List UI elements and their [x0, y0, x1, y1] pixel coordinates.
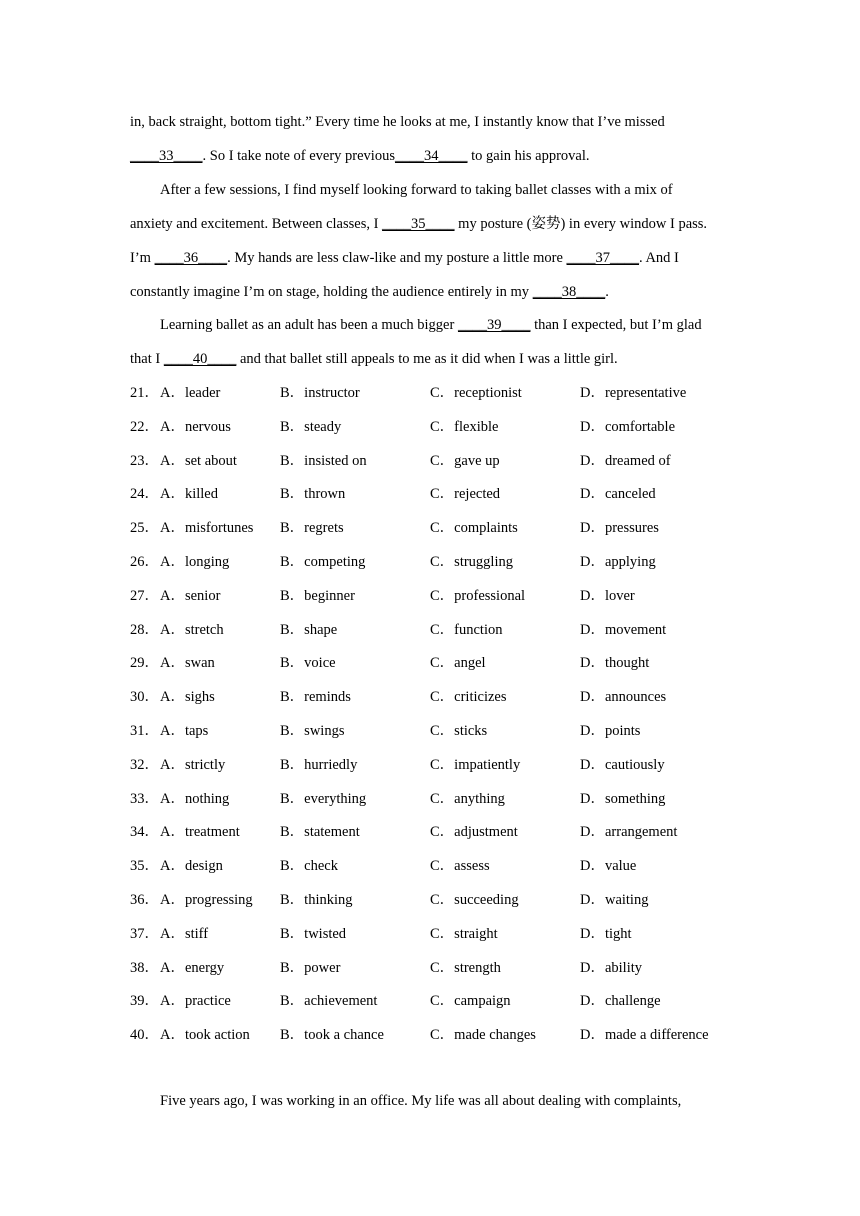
- passage-text: and that ballet still appeals to me as it did when I was a little girl.: [236, 351, 618, 367]
- blank-35: ____35____: [382, 216, 455, 232]
- passage-text: that I: [130, 351, 164, 367]
- question-number: 37．: [130, 926, 159, 942]
- option-b: B．took a chance: [280, 1027, 384, 1043]
- question-number: 34．: [130, 824, 159, 840]
- question-number: 31．: [130, 723, 159, 739]
- option-b: B．shape: [280, 622, 338, 638]
- option-c: C．struggling: [430, 554, 513, 570]
- option-d: D．made a difference: [580, 1027, 709, 1043]
- option-d: D．ability: [580, 960, 643, 976]
- passage-line-4: [130, 215, 707, 233]
- option-c: C．function: [430, 622, 503, 638]
- option-d: D．lover: [580, 588, 635, 604]
- option-d: D．tight: [580, 926, 632, 942]
- option-a: A．nothing: [160, 791, 230, 807]
- passage-text: . And I: [639, 250, 679, 266]
- blank-38: ____38____: [532, 284, 606, 300]
- option-a: A．strictly: [160, 757, 226, 773]
- option-c: C．succeeding: [430, 892, 519, 908]
- option-a: A．energy: [160, 960, 225, 976]
- question-number: 33．: [130, 791, 159, 807]
- option-d: D．thought: [580, 655, 650, 671]
- question-number: 23．: [130, 453, 159, 469]
- option-b: B．hurriedly: [280, 757, 358, 773]
- option-a: A．took action: [160, 1027, 250, 1043]
- question-number: 22．: [130, 419, 159, 435]
- blank-34: ____34____: [394, 148, 468, 164]
- option-d: D．points: [580, 723, 641, 739]
- option-a: A．treatment: [160, 824, 240, 840]
- option-d: D．representative: [580, 385, 687, 401]
- passage-text: my posture (姿势) in every window I pass.: [454, 216, 708, 232]
- passage-text: in, back straight, bottom tight.” Every time he looks at me, I instantly know that I’ve missed: [130, 114, 665, 130]
- option-c: C．professional: [430, 588, 526, 604]
- passage-text: After a few sessions, I find myself looking forward to taking ballet classes with a mix of: [160, 182, 673, 198]
- option-a: A．senior: [160, 588, 221, 604]
- option-c: C．campaign: [430, 993, 511, 1009]
- passage-line-2: [130, 147, 590, 165]
- blank-33: ____33____: [130, 148, 203, 164]
- option-b: B．steady: [280, 419, 342, 435]
- option-a: A．stretch: [160, 622, 224, 638]
- option-c: C．flexible: [430, 419, 499, 435]
- option-a: A．killed: [160, 486, 218, 502]
- option-a: A．taps: [160, 723, 209, 739]
- passage-text: . My hands are less claw-like and my posture a little more: [227, 250, 567, 266]
- option-d: D．value: [580, 858, 637, 874]
- passage-text: anxiety and excitement. Between classes, I: [130, 216, 383, 232]
- option-a: A．practice: [160, 993, 231, 1009]
- question-number: 25．: [130, 520, 159, 536]
- option-c: C．criticizes: [430, 689, 507, 705]
- option-b: B．thinking: [280, 892, 353, 908]
- passage-text: than I expected, but I’m glad: [530, 317, 702, 333]
- option-d: D．pressures: [580, 520, 659, 536]
- option-c: C．rejected: [430, 486, 501, 502]
- passage-text: .: [605, 284, 609, 300]
- question-number: 21．: [130, 385, 159, 401]
- option-b: B．twisted: [280, 926, 347, 942]
- option-b: B．competing: [280, 554, 366, 570]
- blank-37: ____37____: [566, 250, 640, 266]
- option-b: B．instructor: [280, 385, 360, 401]
- question-number: 35．: [130, 858, 159, 874]
- option-a: A．misfortunes: [160, 520, 254, 536]
- question-number: 36．: [130, 892, 159, 908]
- option-d: D．applying: [580, 554, 656, 570]
- option-d: D．waiting: [580, 892, 649, 908]
- option-c: C．strength: [430, 960, 501, 976]
- option-c: C．gave up: [430, 453, 500, 469]
- option-c: C．adjustment: [430, 824, 518, 840]
- option-b: B．voice: [280, 655, 336, 671]
- option-d: D．comfortable: [580, 419, 676, 435]
- passage-text: Learning ballet as an adult has been a much bigger: [160, 317, 458, 333]
- passage-line-3: [160, 181, 673, 199]
- option-c: C．complaints: [430, 520, 518, 536]
- option-d: D．dreamed of: [580, 453, 671, 469]
- question-number: 40．: [130, 1027, 159, 1043]
- passage-line-5: [130, 249, 679, 267]
- option-a: A．leader: [160, 385, 221, 401]
- option-b: B．everything: [280, 791, 367, 807]
- option-b: B．statement: [280, 824, 360, 840]
- passage-text: I’m: [130, 250, 155, 266]
- option-c: C．assess: [430, 858, 490, 874]
- passage-line-7: [160, 316, 702, 334]
- question-number: 24．: [130, 486, 159, 502]
- option-b: B．reminds: [280, 689, 351, 705]
- blank-39: ____39____: [457, 317, 531, 333]
- passage-text: constantly imagine I’m on stage, holding the audience entirely in my: [130, 284, 533, 300]
- option-c: C．angel: [430, 655, 486, 671]
- passage-line-8: [130, 350, 618, 368]
- question-number: 38．: [130, 960, 159, 976]
- option-a: A．set about: [160, 453, 237, 469]
- option-b: B．achievement: [280, 993, 378, 1009]
- question-number: 27．: [130, 588, 159, 604]
- option-a: A．stiff: [160, 926, 209, 942]
- option-d: D．movement: [580, 622, 667, 638]
- question-number: 28．: [130, 622, 159, 638]
- question-number: 39．: [130, 993, 159, 1009]
- question-number: 30．: [130, 689, 159, 705]
- option-a: A．swan: [160, 655, 215, 671]
- option-d: D．something: [580, 791, 666, 807]
- option-c: C．anything: [430, 791, 505, 807]
- option-b: B．beginner: [280, 588, 355, 604]
- passage-text: Five years ago, I was working in an office. My life was all about dealing with complaints,: [160, 1093, 682, 1109]
- blank-40: ____40____: [163, 351, 237, 367]
- passage-text: to gain his approval.: [467, 148, 590, 164]
- option-c: C．impatiently: [430, 757, 521, 773]
- option-c: C．straight: [430, 926, 498, 942]
- option-a: A．progressing: [160, 892, 253, 908]
- passage-line-6: [130, 283, 609, 301]
- option-b: B．power: [280, 960, 341, 976]
- option-c: C．made changes: [430, 1027, 536, 1043]
- option-b: B．insisted on: [280, 453, 367, 469]
- question-number: 32．: [130, 757, 159, 773]
- option-c: C．sticks: [430, 723, 488, 739]
- option-d: D．challenge: [580, 993, 661, 1009]
- option-d: D．announces: [580, 689, 667, 705]
- option-d: D．arrangement: [580, 824, 678, 840]
- option-a: A．nervous: [160, 419, 231, 435]
- question-number: 26．: [130, 554, 159, 570]
- question-number: 29．: [130, 655, 159, 671]
- option-a: A．design: [160, 858, 223, 874]
- passage-line-1: [130, 113, 665, 131]
- passage-text: . So I take note of every previous: [202, 148, 395, 164]
- option-a: A．longing: [160, 554, 230, 570]
- option-c: C．receptionist: [430, 385, 522, 401]
- next-passage-line-1: [160, 1092, 681, 1110]
- option-b: B．check: [280, 858, 338, 874]
- option-d: D．cautiously: [580, 757, 665, 773]
- option-b: B．regrets: [280, 520, 344, 536]
- option-a: A．sighs: [160, 689, 215, 705]
- option-b: B．thrown: [280, 486, 346, 502]
- option-d: D．canceled: [580, 486, 656, 502]
- blank-36: ____36____: [154, 250, 228, 266]
- option-b: B．swings: [280, 723, 345, 739]
